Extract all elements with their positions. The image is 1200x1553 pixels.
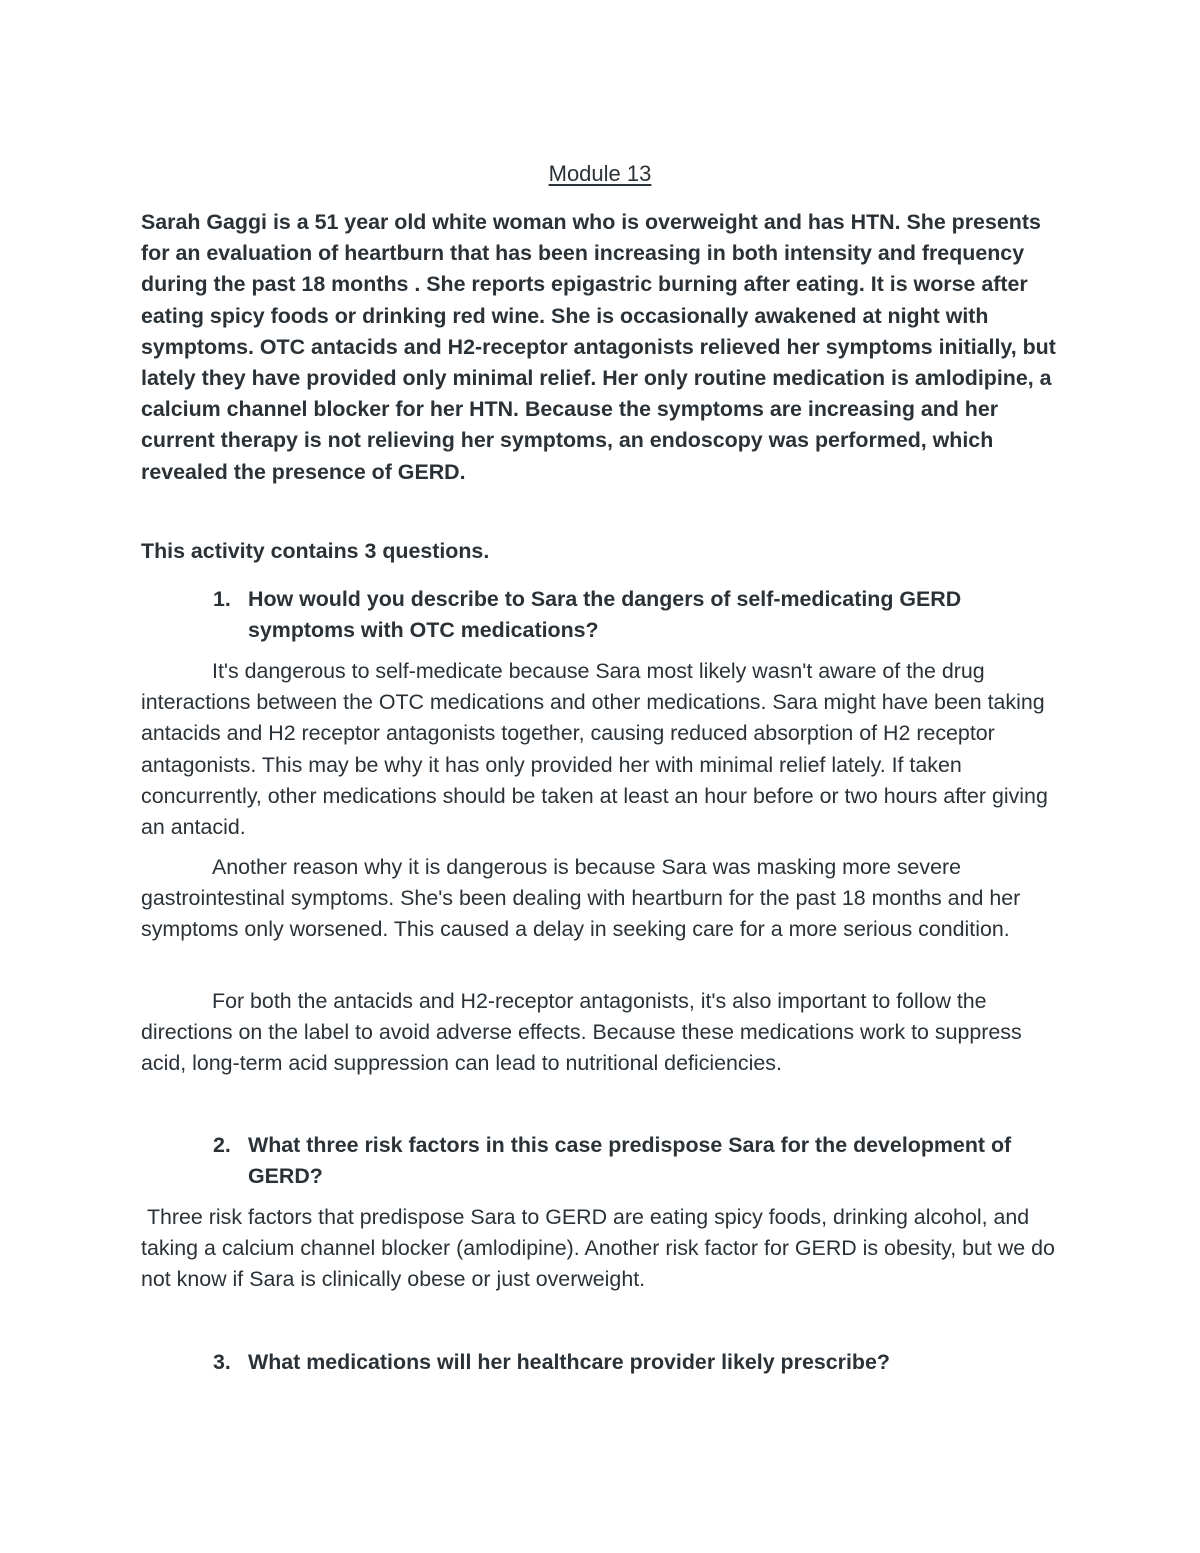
question-3: [213, 1347, 1053, 1378]
answer-1-paragraph-2: Another reason why it is dangerous is because Sara was masking more severe gastrointestinal symptoms. She's been dealing with heartburn for the past 18 months and her symptoms only worsened. This caused a delay in seeking care for a more serious condition.: [141, 855, 1021, 942]
question-text: How would you describe to Sara the dangers of self-medicating GERD symptoms with OTC medications?: [248, 587, 962, 643]
question-number: 1.: [213, 587, 231, 611]
question-2: [213, 1130, 1053, 1192]
question-number: 2.: [213, 1133, 231, 1157]
activity-note: This activity contains 3 questions.: [141, 539, 490, 563]
answer-2-paragraph-1: Three risk factors that predispose Sara to GERD are eating spicy foods, drinking alcohol, and taking a calcium channel blocker (amlodipine). Another risk factor for GERD is obesity, but we do not know if Sara is clinically obese or just overweight.: [141, 1205, 1061, 1292]
case-intro: Sarah Gaggi is a 51 year old white woman who is overweight and has HTN. She presents for an evaluation of heartburn that has been increasing in both intensity and frequency during the past 18 months . She reports epigastric burning after eating. It is worse after eating spicy foods or drinking red wine. She is occasionally awakened at night with symptoms. OTC antacids and H2-receptor antagonists relieved her symptoms initially, but lately they have provided only minimal relief. Her only routine medication is amlodipine, a calcium channel blocker for her HTN. Because the symptoms are increasing and her current therapy is not relieving her symptoms, an endoscopy was performed, which revealed the presence of GERD.: [141, 210, 1056, 484]
answer-1-paragraph-1: It's dangerous to self-medicate because Sara most likely wasn't aware of the drug interactions between the OTC medications and other medications. Sara might have been taking antacids and H2 receptor antagonists together, causing reduced absorption of H2 receptor antagonists. This may be why it has only provided her with minimal relief lately. If taken concurrently, other medications should be taken at least an hour before or two hours after giving an antacid.: [141, 659, 1048, 840]
answer-1-paragraph-3: For both the antacids and H2-receptor antagonists, it's also important to follow the directions on the label to avoid adverse effects. Because these medications work to suppress acid, long-term acid suppression can lead to nutritional deficiencies.: [141, 989, 1022, 1076]
page-title: Module 13: [548, 161, 652, 186]
question-1: [213, 584, 1053, 646]
question-text: What three risk factors in this case predispose Sara for the development of GERD?: [248, 1133, 1012, 1189]
question-text: What medications will her healthcare provider likely prescribe?: [248, 1350, 890, 1374]
question-number: 3.: [213, 1350, 231, 1374]
